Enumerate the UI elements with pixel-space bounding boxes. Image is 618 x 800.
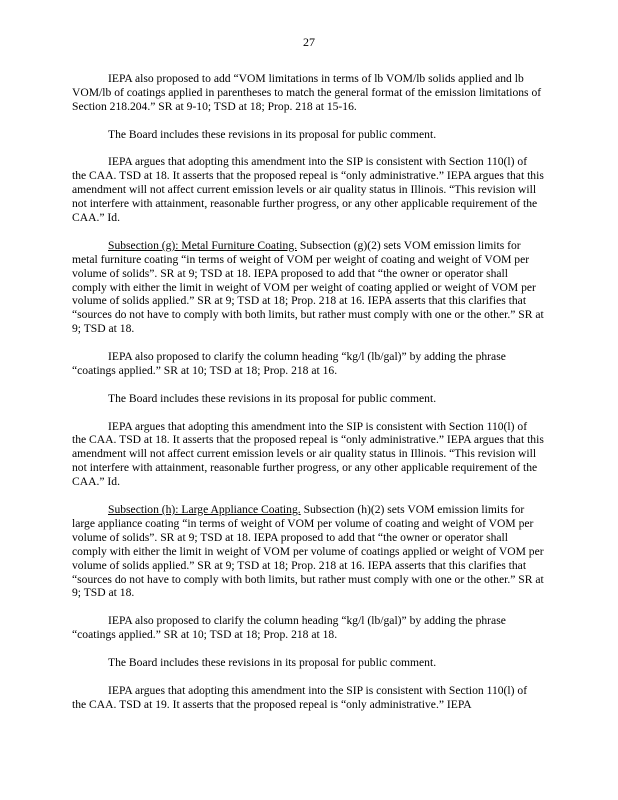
paragraph (72, 503, 544, 600)
paragraph (72, 155, 544, 225)
paragraph-text: The Board includes these revisions in its proposal for public comment. (108, 391, 437, 405)
paragraph-text: Subsection (g)(2) sets VOM emission limits for metal furniture coating “in terms of weight of VOM per weight of coating and weight of VOM per volume of solids”. SR at 9; TSD at 18. IEPA proposed to add that “the owner or operator shall comply with either the limit in weight of VOM per weight of coating applied or weight of VOM per volume of solids applied.” SR at 9; TSD at 18; Prop. 218 at 16. IEPA asserts that this clarifies that “sources do not have to comply with both limits, but rather must comply with one or the other.” SR at 9; TSD at 18. (72, 238, 544, 336)
paragraph (72, 392, 544, 406)
paragraph-text: IEPA also proposed to clarify the column heading “kg/l (lb/gal)” by adding the phrase “coatings applied.” SR at 10; TSD at 18; Prop. 218 at 18. (72, 614, 506, 642)
paragraph-text: The Board includes these revisions in its proposal for public comment. (108, 655, 437, 669)
paragraph-text: Subsection (h)(2) sets VOM emission limits for large appliance coating “in terms of weight of VOM per volume of coating and weight of VOM per volume of solids”. SR at 9; TSD at 18. IEPA proposed to add that “the owner or operator shall comply with either the limit in weight of VOM per volume of coatings applied or weight of VOM per volume of solids applied.” SR at 9; TSD at 18; Prop. 218 at 16. IEPA asserts that this clarifies that “sources do not have to comply with both limits, but rather must comply with one or the other.” SR at 9; TSD at 18. (72, 502, 544, 600)
paragraph (72, 350, 544, 378)
section-heading: Subsection (h): Large Appliance Coating. (108, 502, 301, 516)
section-heading: Subsection (g): Metal Furniture Coating. (108, 238, 298, 252)
paragraph (72, 420, 544, 490)
paragraph (72, 239, 544, 336)
paragraph (72, 656, 544, 670)
paragraph-text: IEPA argues that adopting this amendment into the SIP is consistent with Section 110(l) of the CAA. TSD at 19. It asserts that the proposed repeal is “only administrative.” IEPA (72, 683, 528, 711)
page-number: 27 (303, 35, 315, 49)
paragraph (72, 684, 544, 712)
paragraph-text: IEPA argues that adopting this amendment into the SIP is consistent with Section 110(l) of the CAA. TSD at 18. It asserts that the proposed repeal is “only administrative.” IEPA argues that this amendment will not affect current emission levels or air quality status in Illinois. “This revision will not interfere with attainment, reasonable further progress, or any other applicable requirement of the CAA.” Id. (72, 419, 544, 489)
paragraph (72, 128, 544, 142)
paragraph-text: The Board includes these revisions in its proposal for public comment. (108, 127, 437, 141)
paragraph (72, 614, 544, 642)
paragraph-text: IEPA also proposed to clarify the column heading “kg/l (lb/gal)” by adding the phrase “coatings applied.” SR at 10; TSD at 18; Prop. 218 at 16. (72, 350, 506, 377)
paragraph-text: IEPA also proposed to add “VOM limitations in terms of lb VOM/lb solids applied and lb VOM/lb of coatings applied in parentheses to match the general format of the emission limitations of Section 218.204.” SR at 9-10; TSD at 18; Prop. 218 at 15-16. (72, 72, 542, 113)
document-body (72, 72, 544, 725)
paragraph (72, 72, 544, 114)
paragraph-text: IEPA argues that adopting this amendment into the SIP is consistent with Section 110(l) of the CAA. TSD at 18. It asserts that the proposed repeal is “only administrative.” IEPA argues that this amendment will not affect current emission levels or air quality status in Illinois. “This revision will not interfere with attainment, reasonable further progress, or any other applicable requirement of the CAA.” Id. (72, 155, 544, 225)
